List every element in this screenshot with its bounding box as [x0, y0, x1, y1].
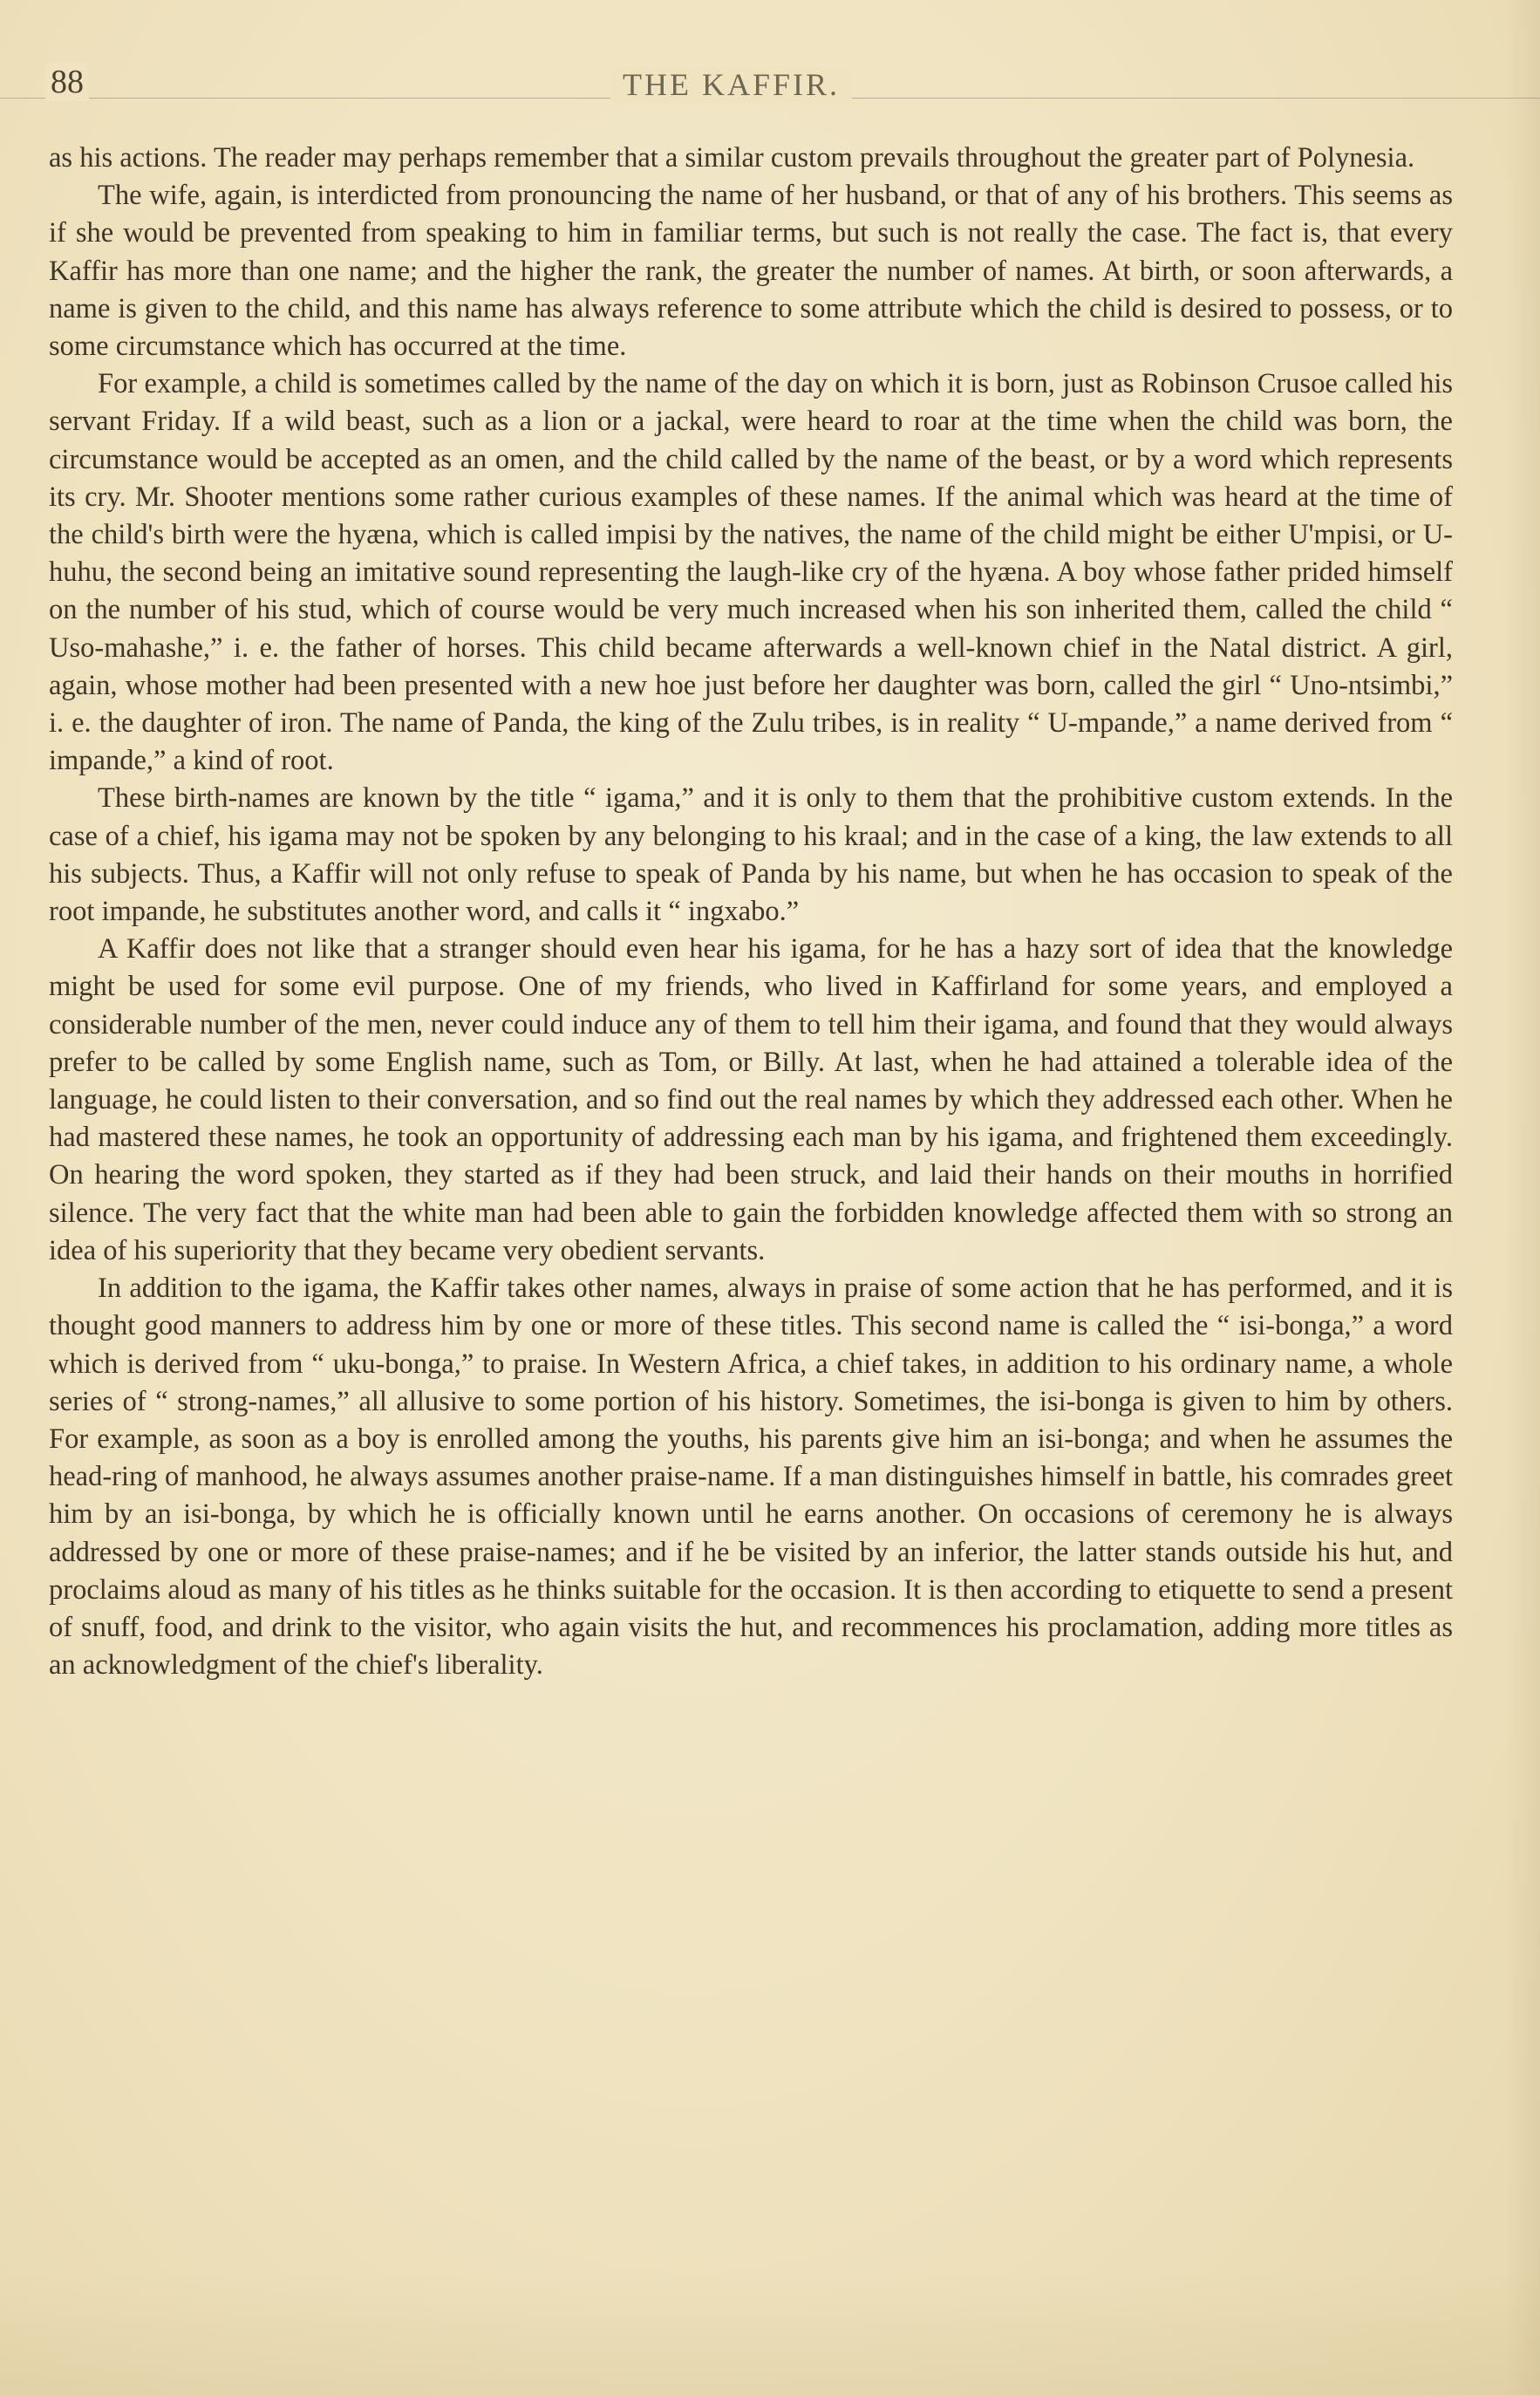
body-text [49, 140, 1453, 1684]
paragraph: For example, a child is sometimes called by the name of the day on which it is born, just as Robinson Crusoe called his servant Friday. If a wild beast, such as a lion or a jackal, were heard to roar at the time when the child was born, the circumstance would be accepted as an omen, and the child called by the name of the beast, or by a word which represents its cry. Mr. Shooter mentions some rather curious examples of these names. If the animal which was heard at the time of the child's birth were the hyæna, which is called impisi by the natives, the name of the child might be either U'mpisi, or U-huhu, the second being an imitative sound representing the laugh-like cry of the hyæna. A boy whose father prided himself on the number of his stud, which of course would be very much increased when his son inherited them, called the child “ Uso-mahashe,” i. e. the father of horses. This child became afterwards a well-known chief in the Natal district. A girl, again, whose mother had been presented with a new hoe just before her daughter was born, called the girl “ Uno-ntsimbi,” i. e. the daughter of iron. The name of Panda, the king of the Zulu tribes, is in reality “ U-mpande,” a name derived from “ impande,” a kind of root. [49, 368, 1453, 777]
paragraph: A Kaffir does not like that a stranger should even hear his igama, for he has a hazy sort of idea that the knowledge might be used for some evil purpose. One of my friends, who lived in Kaffirland for some years, and employed a considerable number of the men, never could induce any of them to tell him their igama, and found that they would always prefer to be called by some English name, such as Tom, or Billy. At last, when he had attained a tolerable idea of the language, he could listen to their conversation, and so find out the real names by which they addressed each other. When he had mastered these names, he took an opportunity of addressing each man by his igama, and frightened them exceedingly. On hearing the word spoken, they started as if they had been struck, and laid their hands on their mouths in horrified silence. The very fact that the white man had been able to gain the forbidden knowledge affected them with so strong an idea of his superiority that they became very obedient servants. [49, 933, 1453, 1266]
page-number: 88 [45, 63, 89, 101]
page-edge-shadow [1505, 0, 1540, 2395]
paragraph: The wife, again, is interdicted from pronouncing the name of her husband, or that of any of his brothers. This seems as if she would be prevented from speaking to him in familiar terms, but such is not really the case. The fact is, that every Kaffir has more than one name; and the higher the rank, the greater the number of names. At birth, or soon afterwards, a name is given to the child, and this name has always reference to some attribute which the child is desired to possess, or to some circumstance which has occurred at the time. [49, 180, 1453, 363]
page-header [0, 63, 1540, 115]
paragraph: as his actions. The reader may perhaps remember that a similar custom prevails throughout the greater part of Polynesia. [49, 142, 1415, 174]
page-bottom-tint [0, 2273, 1540, 2395]
paragraph: In addition to the igama, the Kaffir takes other names, always in praise of some action that he has performed, and it is thought good manners to address him by one or more of these titles. This second name is called the “ isi-bonga,” a word which is derived from “ uku-bonga,” to praise. In Western Africa, a chief takes, in addition to his ordinary name, a whole series of “ strong-names,” all allusive to some portion of his history. Sometimes, the isi-bonga is given to him by others. For example, as soon as a boy is enrolled among the youths, his parents give him an isi-bonga; and when he assumes the head-ring of manhood, he always assumes another praise-name. If a man distinguishes himself in battle, his comrades greet him by an isi-bonga, by which he is officially known until he earns another. On occasions of ceremony he is always addressed by one or more of these praise-names; and if he be visited by an inferior, the latter stands outside his hut, and proclaims aloud as many of his titles as he thinks suitable for the occasion. It is then according to etiquette to send a present of snuff, food, and drink to the visitor, who again visits the hut, and recommences his proclamation, adding more titles as an acknowledgment of the chief's liberality. [49, 1273, 1453, 1682]
paragraph: These birth-names are known by the title “ igama,” and it is only to them that the prohibitive custom extends. In the case of a chief, his igama may not be spoken by any belonging to his kraal; and in the case of a king, the law extends to all his subjects. Thus, a Kaffir will not only refuse to speak of Panda by his name, but when he has occasion to speak of the root impande, he substitutes another word, and calls it “ ingxabo.” [49, 782, 1453, 928]
running-title: THE KAFFIR. [610, 66, 852, 103]
